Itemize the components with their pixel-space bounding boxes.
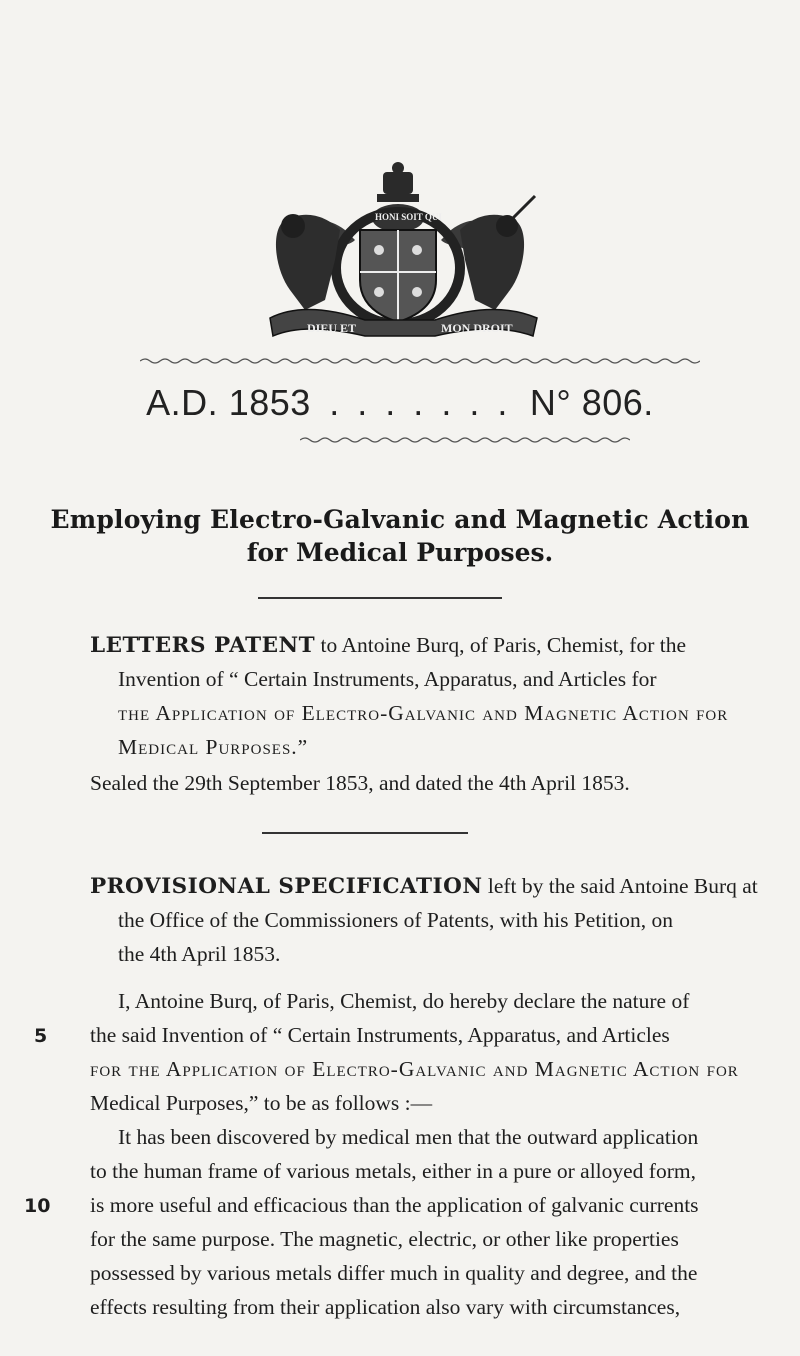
letters-patent-line-1: LETTERS PATENT to Antoine Burq, of Paris, Chemist, for the [90,633,686,658]
crest-motto-right: MON DROIT [441,321,513,335]
crest-garter-text: HONI SOIT QUI [375,212,442,222]
letters-patent-line-3: the Application of Electro-Galvanic and Magnetic Action for [118,701,729,725]
patent-header [0,382,800,424]
body-line-10: effects resulting from their application also vary with circumstances, [90,1295,681,1319]
provisional-line-3: the 4th April 1853. [118,942,281,966]
body-line-5: It has been discovered by medical men that the outward application [118,1125,699,1149]
body-line-4: Medical Purposes,” to be as follows :— [90,1091,433,1115]
body-line-8: for the same purpose. The magnetic, electric, or other like properties [90,1227,679,1251]
title-divider [258,597,502,599]
header-leader-dots: . . . . . . . [329,382,512,423]
provisional-heading: PROVISIONAL SPECIFICATION [90,874,483,899]
line-number-10: 10 [24,1195,51,1217]
body-line-2: the said Invention of “ Certain Instruments, Apparatus, and Articles [90,1023,670,1047]
body-line-9: possessed by various metals differ much in quality and degree, and the [90,1261,698,1285]
letters-patent-line-2: Invention of “ Certain Instruments, Apparatus, and Articles for [118,667,657,691]
provisional-line-1: PROVISIONAL SPECIFICATION left by the said Antoine Burq at [90,874,758,899]
royal-coat-of-arms-icon [245,160,555,340]
patent-title-line-2: for Medical Purposes. [246,538,554,567]
top-wavy-rule [140,357,700,365]
provisional-line-2: the Office of the Commissioners of Patents, with his Petition, on [118,908,673,932]
letters-patent-heading: LETTERS PATENT [90,633,316,658]
section-divider [262,832,468,834]
patent-year: A.D. 1853 [146,382,311,423]
letters-patent-line-4: Medical Purposes.” [118,735,309,759]
body-line-3: for the Application of Electro-Galvanic and Magnetic Action for [90,1057,739,1081]
body-line-6: to the human frame of various metals, either in a pure or alloyed form, [90,1159,696,1183]
line-number-5: 5 [34,1025,48,1047]
body-line-1: I, Antoine Burq, of Paris, Chemist, do hereby declare the nature of [118,989,690,1013]
sealed-date-line: Sealed the 29th September 1853, and dated the 4th April 1853. [90,771,630,795]
bottom-wavy-rule [300,436,630,444]
crest-motto-left: DIEU ET [307,321,357,335]
patent-title-line-1: Employing Electro-Galvanic and Magnetic Action [50,505,750,534]
body-line-7: is more useful and efficacious than the application of galvanic currents [90,1193,699,1217]
patent-number: N° 806. [529,382,654,423]
